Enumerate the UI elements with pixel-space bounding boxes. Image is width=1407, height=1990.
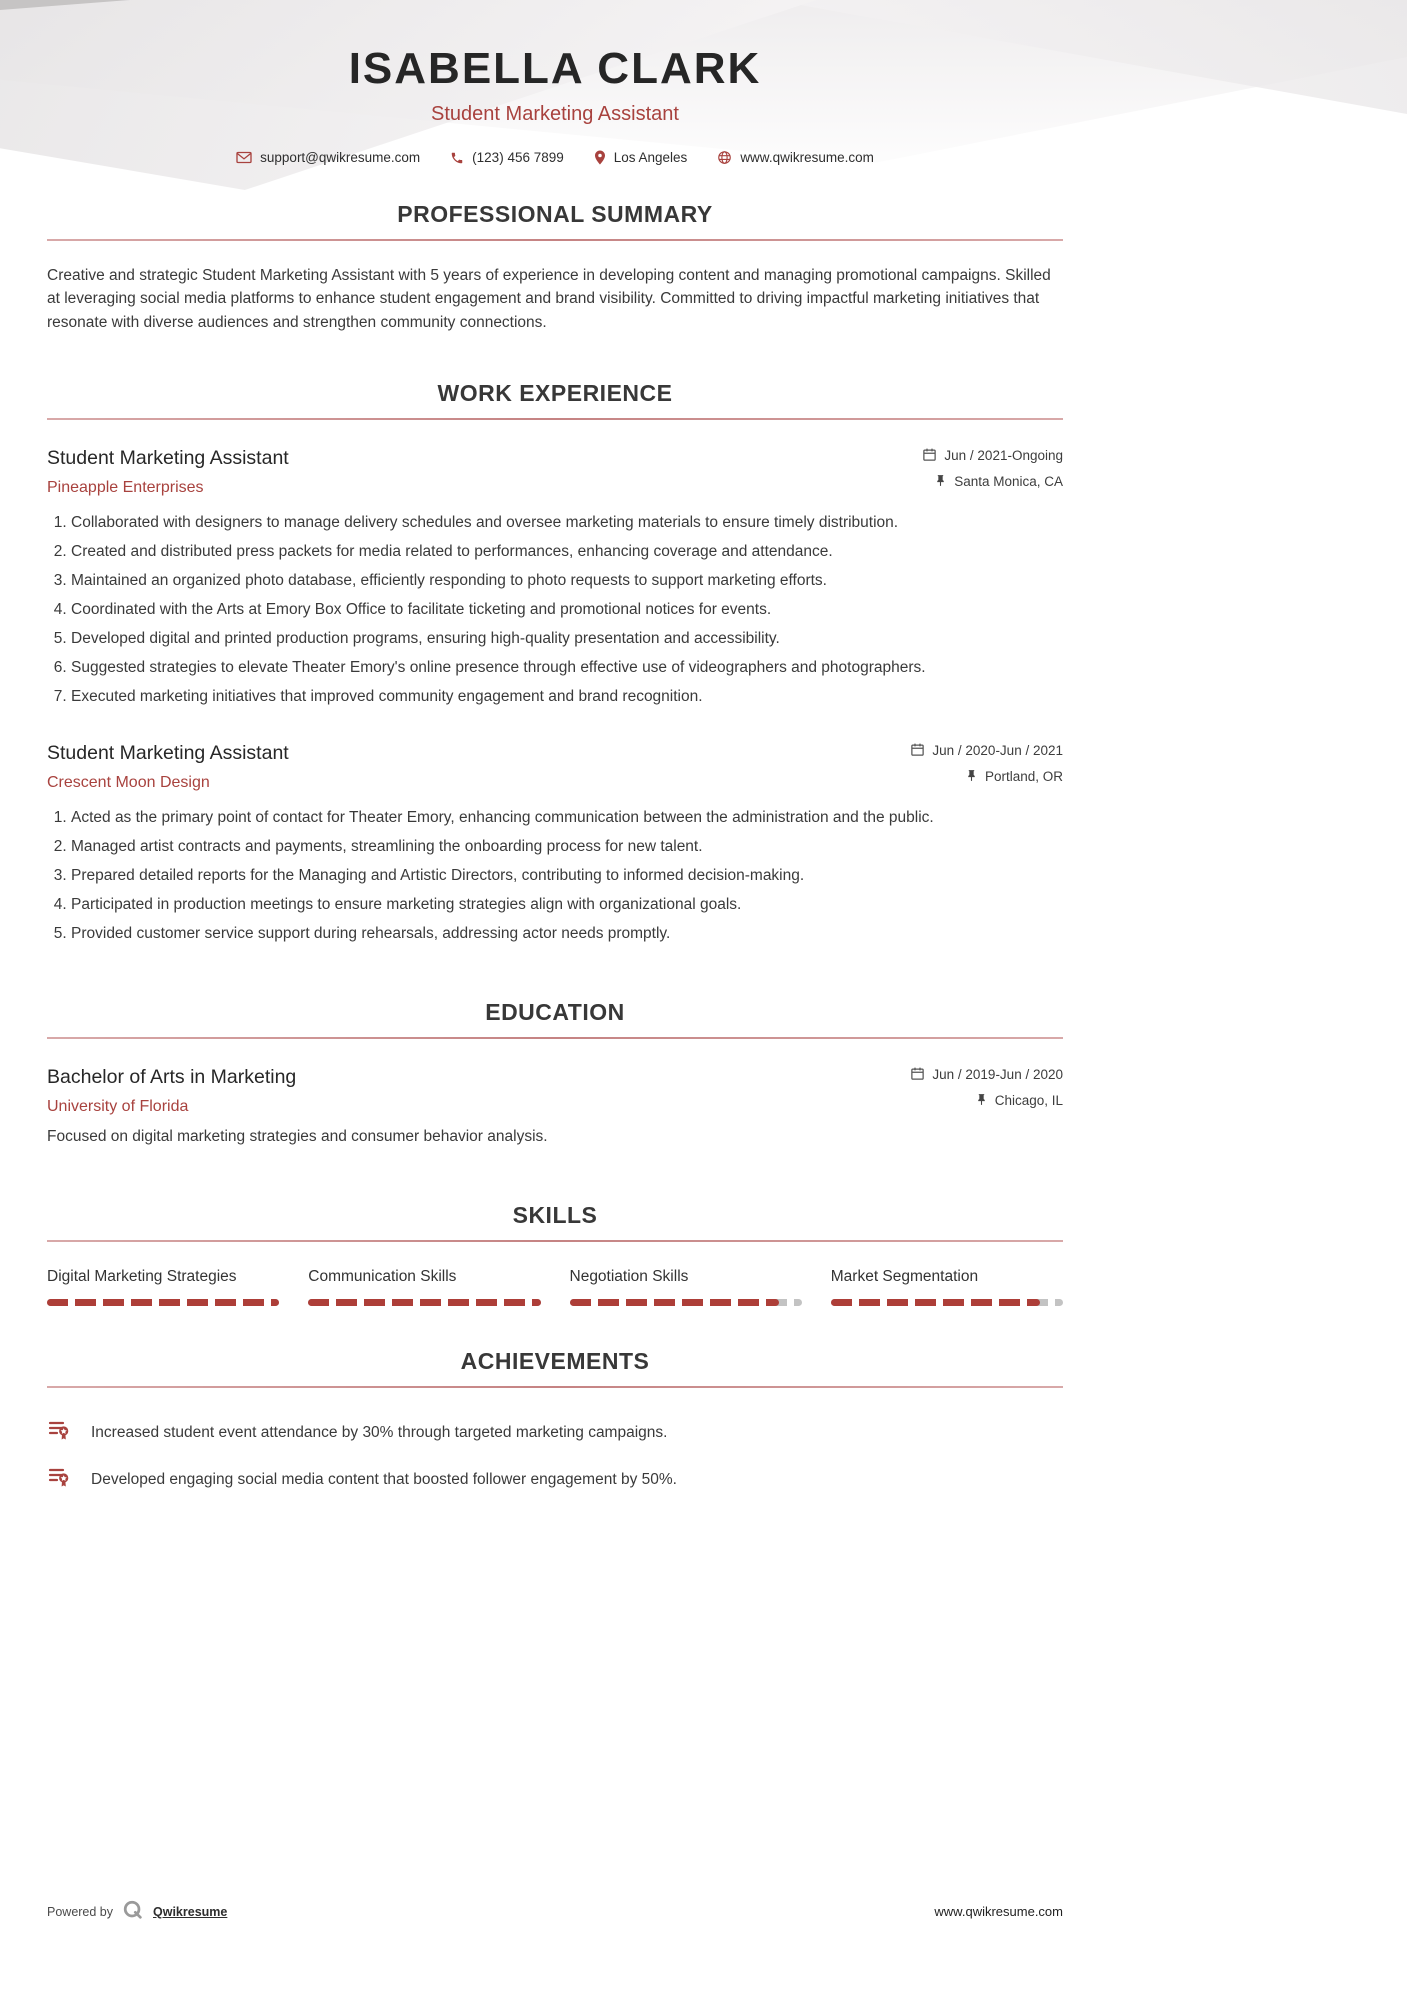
section-summary — [47, 201, 1063, 334]
job-bullet: 1. Collaborated with designers to manage delivery schedules and oversee marketing materials to ensure timely distribution. — [71, 512, 1063, 534]
section-divider — [47, 1386, 1063, 1388]
summary-heading: PROFESSIONAL SUMMARY — [397, 201, 713, 227]
envelope-icon — [236, 151, 252, 164]
section-experience — [47, 380, 1063, 945]
job-title: Student Marketing Assistant — [47, 741, 289, 764]
skills-grid — [47, 1268, 1063, 1306]
job-bullet: 5. Provided customer service support during rehearsals, addressing actor needs promptly. — [71, 923, 1063, 945]
location-pin-icon — [594, 150, 606, 165]
achievements-heading: ACHIEVEMENTS — [460, 1347, 650, 1374]
calendar-icon — [910, 742, 925, 760]
resume-header — [47, 0, 1063, 165]
contact-phone[interactable] — [450, 150, 564, 165]
job-meta — [910, 742, 1063, 785]
achievements-list — [47, 1418, 1063, 1496]
job-bullets — [47, 807, 1063, 945]
job-bullet: 2. Managed artist contracts and payments, streamlining the onboarding process for new talent. — [71, 836, 1063, 858]
contact-website-text: www.qwikresume.com — [740, 150, 874, 165]
skill-item — [570, 1268, 802, 1306]
job-company: Crescent Moon Design — [47, 773, 210, 791]
achievement-text: Developed engaging social media content that boosted follower engagement by 50%. — [91, 1471, 677, 1489]
job-location: Santa Monica, CA — [954, 474, 1063, 490]
powered-by-label: Powered by — [47, 1904, 114, 1919]
school-name: University of Florida — [47, 1097, 189, 1115]
pushpin-icon — [965, 769, 978, 785]
job-title: Student Marketing Assistant — [47, 446, 289, 469]
achievement-item — [47, 1418, 1063, 1449]
education-entry — [47, 1066, 1063, 1146]
skills-heading: SKILLS — [512, 1201, 598, 1228]
skill-item — [47, 1268, 279, 1306]
contact-row — [47, 150, 1063, 165]
achievement-text: Increased student event attendance by 30% through targeted marketing campaigns. — [91, 1424, 668, 1442]
education-heading: EDUCATION — [485, 998, 625, 1025]
skill-bar — [831, 1299, 1063, 1306]
section-achievements — [47, 1348, 1063, 1496]
job-bullet: 1. Acted as the primary point of contact for Theater Emory, enhancing communication between the administration and the public. — [71, 807, 1063, 829]
contact-phone-text: (123) 456 7899 — [472, 150, 564, 165]
contact-website[interactable] — [717, 150, 874, 165]
job-dates: Jun / 2020-Jun / 2021 — [932, 743, 1063, 759]
job-bullet: 5. Developed digital and printed production programs, ensuring high-quality presentation and accessibility. — [71, 628, 1063, 650]
experience-heading: WORK EXPERIENCE — [437, 379, 673, 406]
skill-bar — [570, 1299, 802, 1306]
skill-bar — [308, 1299, 540, 1306]
job-bullet: 7. Executed marketing initiatives that improved community engagement and brand recognition. — [71, 686, 1063, 708]
skill-label: Market Segmentation — [830, 1267, 979, 1285]
qwikresume-logo — [122, 1899, 144, 1924]
page-footer — [47, 1899, 1063, 1924]
job-dates: Jun / 2021-Ongoing — [944, 448, 1063, 464]
section-divider — [47, 1240, 1063, 1242]
summary-text: Creative and strategic Student Marketing Assistant with 5 years of experience in developing content and managing promotional campaigns. Skilled at leveraging social media platforms to enhance student engagement and brand visibility. Committed to driving impactful marketing initiatives that resonate with diverse audiences and strengthen community connections. — [47, 267, 1051, 331]
degree-title: Bachelor of Arts in Marketing — [47, 1065, 297, 1088]
candidate-title: Student Marketing Assistant — [431, 103, 679, 125]
education-location: Chicago, IL — [994, 1093, 1063, 1109]
job-location: Portland, OR — [984, 769, 1063, 785]
skill-item — [308, 1268, 540, 1306]
job-company: Pineapple Enterprises — [47, 478, 204, 496]
skill-label: Communication Skills — [308, 1267, 457, 1285]
skill-item — [831, 1268, 1063, 1306]
award-certificate-icon — [47, 1418, 73, 1449]
skill-bar — [47, 1299, 279, 1306]
contact-location-text: Los Angeles — [613, 150, 688, 165]
contact-email-text: support@qwikresume.com — [260, 150, 421, 165]
globe-icon — [717, 150, 732, 165]
section-divider — [47, 1037, 1063, 1039]
job-entry — [47, 742, 1063, 945]
contact-location — [594, 150, 688, 165]
pushpin-icon — [975, 1093, 988, 1109]
job-bullet: 2. Created and distributed press packets for media related to performances, enhancing coverage and attendance. — [71, 541, 1063, 563]
contact-email[interactable] — [236, 150, 420, 165]
section-divider — [47, 239, 1063, 241]
candidate-name: ISABELLA CLARK — [348, 44, 762, 93]
achievement-item — [47, 1465, 1063, 1496]
section-divider — [47, 418, 1063, 420]
skill-label: Negotiation Skills — [569, 1267, 689, 1285]
job-bullet: 3. Maintained an organized photo database, efficiently responding to photo requests to support marketing efforts. — [71, 570, 1063, 592]
skill-label: Digital Marketing Strategies — [47, 1267, 237, 1285]
qwikresume-brand-link[interactable]: Qwikresume — [153, 1904, 228, 1919]
pushpin-icon — [934, 474, 947, 490]
phone-icon — [450, 151, 464, 165]
footer-website-link[interactable]: www.qwikresume.com — [934, 1904, 1063, 1919]
job-bullet: 3. Prepared detailed reports for the Managing and Artistic Directors, contributing to informed decision-making. — [71, 865, 1063, 887]
education-dates: Jun / 2019-Jun / 2020 — [932, 1067, 1063, 1083]
calendar-icon — [922, 447, 937, 465]
calendar-icon — [910, 1066, 925, 1084]
job-bullets — [47, 512, 1063, 708]
education-note: Focused on digital marketing strategies and consumer behavior analysis. — [47, 1127, 548, 1145]
job-bullet: 4. Coordinated with the Arts at Emory Box Office to facilitate ticketing and promotional notices for events. — [71, 599, 1063, 621]
job-bullet: 6. Suggested strategies to elevate Theater Emory's online presence through effective use of videographers and photographers. — [71, 657, 1063, 679]
award-certificate-icon — [47, 1465, 73, 1496]
job-meta — [922, 447, 1063, 490]
job-bullet: 4. Participated in production meetings to ensure marketing strategies align with organizational goals. — [71, 894, 1063, 916]
section-education — [47, 999, 1063, 1146]
education-meta — [910, 1066, 1063, 1109]
section-skills — [47, 1202, 1063, 1306]
job-entry — [47, 447, 1063, 708]
